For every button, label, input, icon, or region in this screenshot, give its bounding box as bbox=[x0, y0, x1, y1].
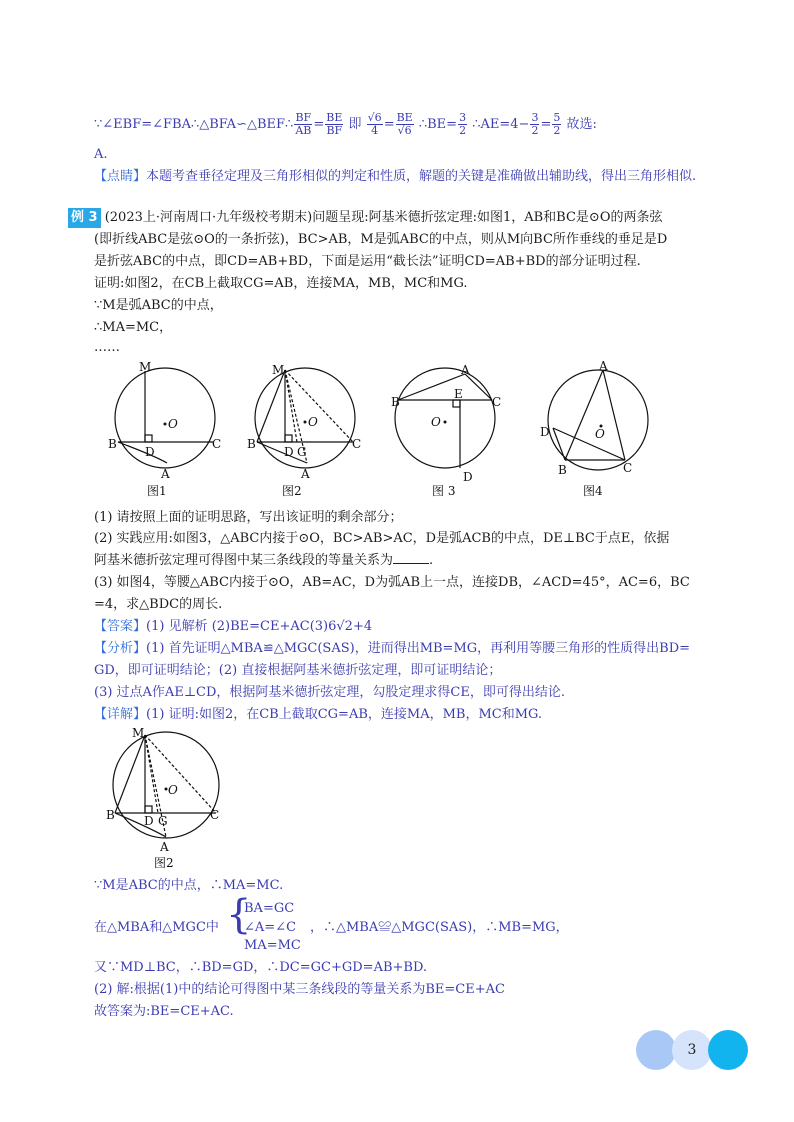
page-number: 3 bbox=[687, 1042, 697, 1058]
svg-text:A: A bbox=[599, 359, 608, 373]
svg-text:C: C bbox=[212, 437, 222, 451]
example-badge: 例 3 bbox=[68, 208, 101, 228]
frac-be-bf: $\frac{BE}{BF}$ bbox=[326, 111, 343, 137]
fig3-caption: 图 3 bbox=[432, 484, 456, 498]
fig2-caption: 图2 bbox=[282, 484, 302, 498]
svg-text:A: A bbox=[160, 840, 169, 854]
analysis-text-1: (1) 首先证明△MBA≌△MGC(SAS)，进而得出MB=MG，再利用等腰三角形的性质得出BD= bbox=[146, 641, 691, 656]
example-line-4: 证明:如图2，在CB上截取CG=AB，连接MA，MB，MC和MG. bbox=[94, 276, 468, 291]
example-line-2: (即折线ABC是弦⊙O的一条折弦)，BC>AB，M是弧ABC的中点，则从M向BC所作垂线的垂足是D bbox=[94, 232, 668, 247]
page-decor-left bbox=[636, 1030, 676, 1070]
proof-line-4: (2) 解:根据(1)中的结论可得图中某三条线段的等量关系为BE=CE+AC bbox=[94, 982, 505, 997]
svg-text:B: B bbox=[558, 463, 567, 477]
page-decor-right bbox=[708, 1030, 748, 1070]
question-2b: 阿基米德折弦定理可得图中某三条线段的等量关系为 . bbox=[94, 553, 434, 568]
solution-line-2: A. bbox=[94, 147, 108, 162]
figure-3 bbox=[395, 368, 495, 468]
proof-brace-1: BA=GC bbox=[244, 901, 295, 916]
figure-4-labels bbox=[540, 359, 632, 477]
example-line-5: ∵M是弧ABC的中点， bbox=[94, 298, 223, 313]
figure-1 bbox=[115, 368, 215, 468]
frac-be-sqrt6: $\frac{BE}{√6}$ bbox=[396, 111, 413, 137]
proof-line-3: 又∵MD⊥BC，∴BD=GD，∴DC=GC+GD=AB+BD. bbox=[94, 960, 428, 975]
question-2a: (2) 实践应用:如图3，△ABC内接于⊙O，BC>AB>AC，D是弧ACB的中点，DE⊥BC于点E，依据 bbox=[94, 531, 670, 546]
svg-text:B: B bbox=[247, 437, 256, 451]
analysis-line-2: GD，即可证明结论；(2) 直接根据阿基米德折弦定理，即可证明结论； bbox=[94, 663, 502, 678]
svg-text:O: O bbox=[168, 417, 178, 431]
svg-text:B: B bbox=[106, 808, 115, 822]
proof-brace-3: MA=MC bbox=[244, 938, 301, 953]
example-line-1 bbox=[68, 208, 662, 228]
example-line-6: ∴MA=MC， bbox=[94, 320, 173, 335]
svg-text:C: C bbox=[352, 437, 362, 451]
fig4-caption: 图4 bbox=[583, 484, 603, 498]
svg-text:C: C bbox=[210, 808, 220, 822]
svg-text:D: D bbox=[144, 814, 154, 828]
analysis-line-3: (3) 过点A作AE⊥CD，根据阿基米德折弦定理，勾股定理求得CE，即可得出结论. bbox=[94, 685, 565, 700]
svg-text:O: O bbox=[168, 783, 178, 797]
analysis-tag: 【分析】 bbox=[94, 641, 147, 656]
svg-text:B: B bbox=[108, 437, 117, 451]
frac-sqrt6-4: $\frac{√6}{4}$ bbox=[367, 111, 382, 137]
svg-text:O: O bbox=[308, 415, 318, 429]
svg-text:A: A bbox=[301, 467, 310, 481]
example-line-3: 是折弦ABC的中点，即CD=AB+BD，下面是运用“截长法”证明CD=AB+BD的部分证明过程. bbox=[94, 254, 641, 269]
solution-line-1: ∵∠EBF=∠FBA∴△BFA∽△BEF∴ $\frac{BF}{AB}$ = $\frac{BE}{BF}$ 即 $\frac{√6}{4}$ = $\frac{BE}{√6}$ ∴BE= $\frac{3}{2}$ ∴AE=4− $\frac{3}{2}$ = $\frac{5}{2}$ 故选: bbox=[94, 111, 597, 137]
answer-tag: 【答案】 bbox=[94, 619, 147, 634]
detail-tag: 【详解】 bbox=[94, 707, 147, 722]
svg-text:D: D bbox=[540, 425, 550, 439]
analysis-line-1 bbox=[94, 639, 690, 659]
fig2-repeat-caption: 图2 bbox=[154, 856, 174, 870]
svg-text:A: A bbox=[161, 467, 170, 481]
answer-line bbox=[94, 617, 372, 637]
svg-text:D: D bbox=[463, 470, 473, 484]
frac-bf-ab: $\frac{BF}{AB}$ bbox=[295, 111, 312, 137]
svg-text:O: O bbox=[431, 415, 441, 429]
question-3b: =4，求△BDC的周长. bbox=[94, 597, 223, 612]
svg-text:G: G bbox=[158, 814, 168, 828]
comment-text: 本题考查垂径定理及三角形相似的判定和性质，解题的关键是准确做出辅助线，得出三角形相似. bbox=[146, 169, 697, 184]
label-M: M bbox=[139, 360, 152, 374]
example-text-1: (2023上·河南周口·九年级校考期末)问题呈现:阿基米德折弦定理:如图1，AB和BC是⊙O的两条弦 bbox=[104, 210, 663, 225]
example-line-7: …… bbox=[94, 340, 120, 355]
svg-text:C: C bbox=[623, 461, 633, 475]
question-1: (1) 请按照上面的证明思路，写出该证明的剩余部分； bbox=[94, 510, 403, 525]
svg-text:M: M bbox=[272, 363, 285, 377]
svg-text:O: O bbox=[595, 427, 605, 441]
svg-text:E: E bbox=[454, 387, 463, 401]
detail-text-1: (1) 证明:如图2，在CB上截取CG=AB，连接MA，MB，MC和MG. bbox=[146, 707, 543, 722]
svg-text:B: B bbox=[391, 395, 400, 409]
proof-line-2-post: ，∴△MBA≌△MGC(SAS)，∴MB=MG， bbox=[310, 920, 569, 935]
brace: { bbox=[226, 892, 252, 938]
svg-text:C: C bbox=[492, 395, 502, 409]
figure-2-labels bbox=[247, 363, 361, 481]
svg-text:M: M bbox=[132, 726, 145, 740]
figure-2-repeat bbox=[100, 725, 230, 870]
answer-text: (1) 见解析 (2)BE=CE+AC(3)6√2+4 bbox=[146, 619, 373, 634]
svg-text:G: G bbox=[297, 445, 307, 459]
sol-text-a: ∵∠EBF=∠FBA∴△BFA∽△BEF∴ bbox=[94, 117, 294, 132]
figures-row bbox=[95, 358, 695, 503]
proof-line-2-pre: 在△MBA和△MGC中 bbox=[94, 920, 219, 935]
question-3a: (3) 如图4，等腰△ABC内接于⊙O，AB=AC，D为弧AB上一点，连接DB，∠ACD=45°，AC=6，BC bbox=[94, 575, 690, 590]
proof-line-1: ∵M是ABC的中点，∴MA=MC. bbox=[94, 878, 284, 893]
svg-text:A: A bbox=[461, 363, 470, 377]
figure-1-labels bbox=[108, 360, 221, 481]
proof-line-5: 故答案为:BE=CE+AC. bbox=[94, 1004, 234, 1019]
question-2b-text: 阿基米德折弦定理可得图中某三条线段的等量关系为 bbox=[94, 553, 394, 568]
detail-line-1 bbox=[94, 705, 542, 725]
svg-text:D: D bbox=[145, 445, 155, 459]
proof-brace-2: ∠A=∠C bbox=[244, 920, 297, 935]
fig1-caption: 图1 bbox=[147, 484, 167, 498]
answer-blank bbox=[393, 551, 429, 564]
comment-line bbox=[94, 167, 696, 187]
figure-4 bbox=[548, 370, 648, 470]
comment-tag: 【点睛】 bbox=[94, 169, 147, 184]
svg-text:D: D bbox=[284, 445, 294, 459]
